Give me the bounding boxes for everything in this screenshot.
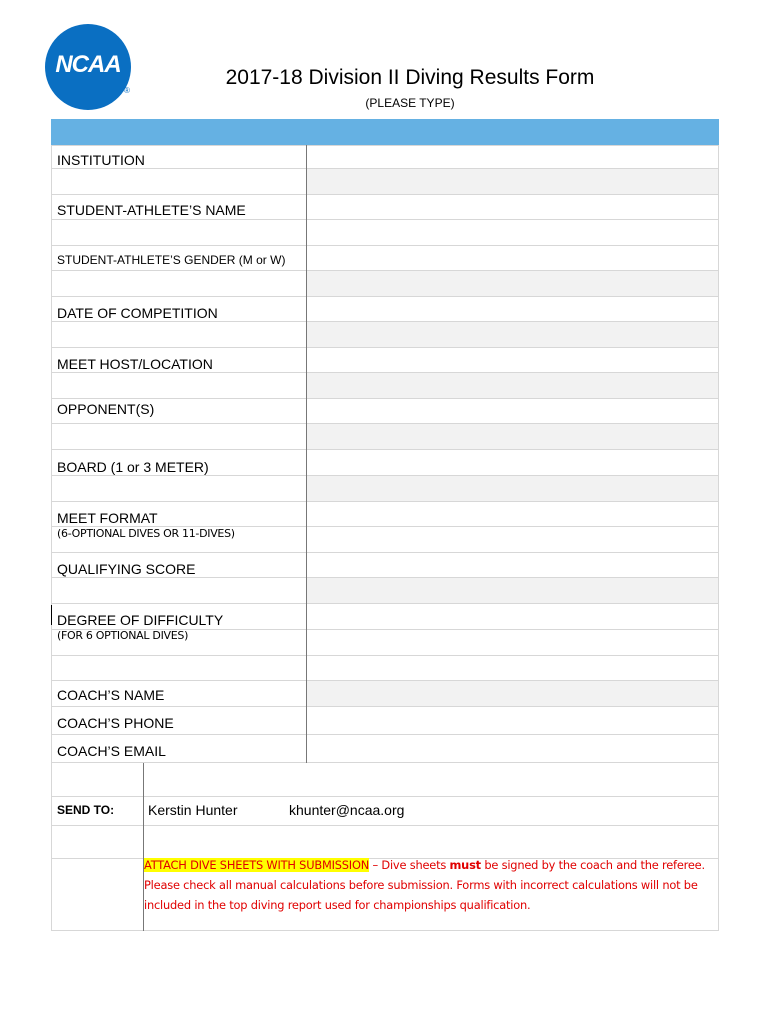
label-date: DATE OF COMPETITION	[57, 305, 218, 321]
label-host: MEET HOST/LOCATION	[57, 356, 213, 372]
shaded-row	[306, 321, 719, 347]
ncaa-logo	[45, 24, 131, 110]
send-to-label: SEND TO:	[57, 803, 115, 817]
institution-input[interactable]	[308, 146, 716, 168]
label-institution: INSTITUTION	[57, 152, 145, 168]
label-format: MEET FORMAT	[57, 510, 158, 526]
label-coach-phone: COACH’S PHONE	[57, 715, 174, 731]
notice-text-a: – Dive sheets	[369, 858, 450, 872]
header-bar	[51, 119, 719, 145]
coach-name-input[interactable]	[308, 681, 716, 706]
athlete-name-input[interactable]	[308, 195, 716, 219]
opponents-input[interactable]	[308, 399, 716, 423]
shaded-row	[306, 270, 719, 296]
shaded-row	[306, 372, 719, 398]
logo-text: NCAA	[55, 51, 121, 78]
label-athlete-gender: STUDENT-ATHLETE’S GENDER (M or W)	[57, 253, 286, 267]
label-coach-name: COACH’S NAME	[57, 687, 165, 703]
board-input[interactable]	[308, 450, 716, 475]
form-title: 2017-18 Division II Diving Results Form	[225, 66, 595, 89]
difficulty-input[interactable]	[308, 604, 716, 629]
form-subtitle: (PLEASE TYPE)	[365, 96, 455, 110]
label-athlete-name: STUDENT-ATHLETE’S NAME	[57, 202, 246, 218]
label-difficulty-sub: (FOR 6 OPTIONAL DIVES)	[57, 629, 189, 642]
contact-email: khunter@ncaa.org	[289, 802, 405, 818]
score-input[interactable]	[308, 553, 716, 577]
coach-phone-input[interactable]	[308, 707, 716, 734]
date-input[interactable]	[308, 297, 716, 321]
notice-bold: must	[449, 858, 481, 872]
host-input[interactable]	[308, 348, 716, 372]
registered-mark: ®	[124, 86, 130, 95]
text-cursor	[51, 605, 52, 625]
label-difficulty: DEGREE OF DIFFICULTY	[57, 612, 224, 628]
shaded-row	[306, 168, 719, 194]
label-format-sub: (6-OPTIONAL DIVES OR 11-DIVES)	[57, 527, 235, 540]
format-input[interactable]	[308, 502, 716, 526]
athlete-gender-input[interactable]	[308, 246, 716, 270]
submission-notice	[144, 855, 719, 915]
notice-highlight: ATTACH DIVE SHEETS WITH SUBMISSION	[144, 858, 370, 872]
label-board: BOARD (1 or 3 METER)	[57, 459, 209, 475]
coach-email-input[interactable]	[308, 735, 716, 762]
label-opponents: OPPONENT(S)	[57, 401, 155, 417]
shaded-row	[306, 423, 719, 449]
label-score: QUALIFYING SCORE	[57, 561, 196, 577]
contact-name: Kerstin Hunter	[148, 802, 238, 818]
shaded-row	[306, 475, 719, 501]
label-coach-email: COACH’S EMAIL	[57, 743, 166, 759]
form-grid	[51, 145, 719, 931]
shaded-row	[306, 577, 719, 603]
notice-text-b: be signed by the coach and the referee. Please check all manual calculations before submission. Forms with incorrect calculations will not be included in the top diving report used for championships qualification.	[144, 858, 705, 912]
